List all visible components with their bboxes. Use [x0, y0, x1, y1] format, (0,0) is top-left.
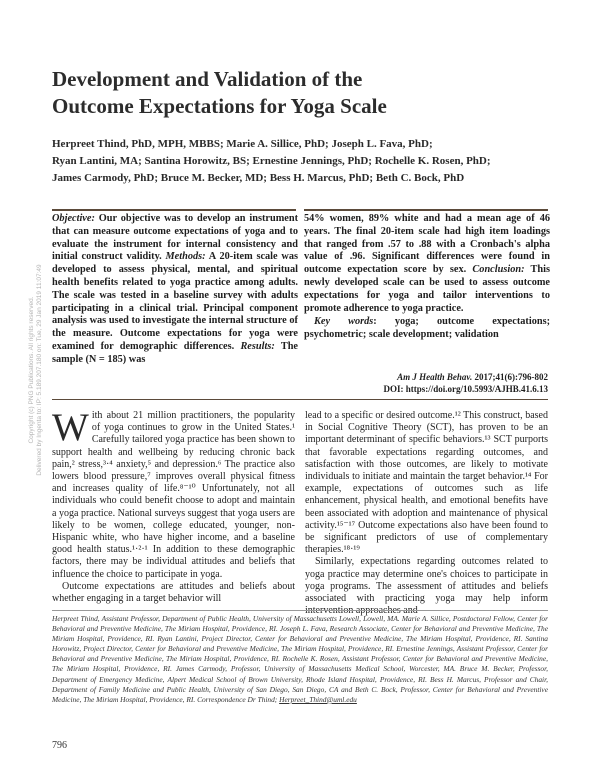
- doi-link[interactable]: DOI: https://doi.org/10.5993/AJHB.41.6.13: [383, 384, 548, 394]
- correspondence-label: Correspondence Dr Thind;: [197, 694, 280, 704]
- results-label: Results:: [240, 340, 275, 352]
- objective-text: Our objective was to develop an instrument that can measure outcome expectations of yoga and to evaluate the instrument for internal consistency and initial construct validity.: [52, 213, 298, 263]
- watermark-line: Copyright (c) PNG Publications. All rights reserved.: [28, 296, 35, 444]
- author-list: [52, 136, 542, 187]
- footnote-rule: [52, 610, 548, 611]
- abstract-top-rule: [304, 209, 548, 211]
- journal-name: Am J Health Behav.: [397, 372, 473, 382]
- keywords-label: Key words: [314, 316, 374, 328]
- citation-block: [304, 371, 548, 395]
- body-column-left: [52, 406, 295, 605]
- results-continued: 54% women, 89% white and had a mean age of 46 years. The final 20-item scale had high item loadings that ranged from .57 to .88 with a Cronbach's alpha value of .96. Significant differences were found in outcome expectation score by sex.: [304, 213, 550, 276]
- body-paragraph: With about 21 million practitioners, the popularity of yoga continues to grow in the United States.¹ Carefully tailored yoga practice has been shown to support health and wellbeing by reducing chronic back pain,² stress,³·⁴ anxiety,⁵ and depression.⁶ The practice also lowers blood pressure,⁷ improves overall physical fitness and increases quality of life.⁸⁻¹⁰ Unfortunately, not all individuals who could benefit choose to adopt and maintain a yoga practice. National surveys suggest that yoga users are likely to be women, college educated, younger, non-Hispanic white, who have higher income, and a baseline good health status.¹·²·¹ In addition to these demographic factors, there may be individual attitudes and beliefs that influence the choice to participate in yoga.: [52, 406, 295, 580]
- abstract-column-right: [304, 213, 550, 342]
- title-line: Outcome Expectations for Yoga Scale: [52, 94, 387, 118]
- body-paragraph: lead to a specific or desired outcome.¹² This construct, based in Social Cognitive Theory (SCT), has proven to be an important determinant of specific behaviors.¹³ SCT purports that favorable expectations regarding outcomes, and satisfaction with those outcomes, are likely to motivate individuals to initiate and maintain the target behavior.¹⁴ For example, expectations of outcomes such as life enhancement, physical health, and emotional benefits have been associated with adoption and maintenance of physical activity.¹⁵⁻¹⁷ Outcome expectations also have been found to be significant predictors of use of complementary therapies.¹⁸·¹⁹: [305, 410, 548, 556]
- abstract-column-left: [52, 213, 298, 367]
- methods-label: Methods:: [165, 251, 206, 263]
- keywords-text: : yoga; outcome expectations; psychometric; scale development; validation: [304, 316, 550, 341]
- methods-text: A 20-item scale was developed to assess physical, mental, and spiritual health benefits related to yoga practice among adults. The scale was tested in a baseline survey with adults participating in a clinical trial. Principal component analysis was used to investigate the internal structure of the measure. Outcome expectations for yoga were examined for demographic differences.: [52, 251, 298, 352]
- abstract-top-rule: [52, 209, 296, 211]
- affiliations-text: Herpreet Thind, Assistant Professor, Department of Public Health, University of Massachusetts Lowell, Lowell, MA. Marie A. Sillice, Postdoctoral Fellow, Center for Behavioral and Preventive Medicine, The Miriam Hospital, Providence, RI. Joseph L. Fava, Research Associate, Center for Behavioral and Preventive Medicine, The Miriam Hospital, Providence, RI. Ryan Lantini, Project Director, Center for Behavioral and Preventive Medicine, The Miriam Hospital, Providence, RI. Santina Horowitz, Project Director, Center for Behavioral and Preventive Medicine, The Miriam Hospital, Providence, RI. Ernestine Jennings, Assistant Professor, Center for Behavioral and Preventive Medicine, The Miriam Hospital, Providence, RI. Rochelle K. Rosen, Assistant Professor, Center for Behavioral and Preventive Medicine, The Miriam Hospital, Providence, RI. James Carmody, Professor, University of Massachusetts Medical School, Worcester, MA. Bruce M. Becker, Professor, Department of Emergency Medicine, Alpert Medical School of Brown University, Rhode Island Hospital, Providence, RI. Bess H. Marcus, Professor and Chair, Department of Family Medicine and Public Health, University of San Diego, San Diego, CA and Beth C. Bock, Professor, Center for Behavioral and Preventive Medicine, The Miriam Hospital, Providence, RI.: [52, 614, 548, 704]
- section-divider: [52, 399, 548, 400]
- keywords: [304, 316, 550, 342]
- body-paragraph: Outcome expectations are attitudes and beliefs about whether engaging in a target behavior will: [52, 580, 295, 605]
- body-column-right: [305, 410, 548, 617]
- results-text: The sample (N = 185) was: [52, 340, 298, 365]
- author-line: James Carmody, PhD; Bruce M. Becker, MD; Bess H. Marcus, PhD; Beth C. Bock, PhD: [52, 172, 465, 184]
- correspondence-email-link[interactable]: Herpreet_Thind@uml.edu: [279, 694, 357, 704]
- author-affiliations: [52, 614, 548, 705]
- objective-label: Objective:: [52, 213, 95, 224]
- body-paragraph: Similarly, expectations regarding outcomes related to yoga practice may determine one's choices to participate in yoga programs. The assessment of attitudes and beliefs associated with practicing yoga may help inform: [305, 556, 548, 605]
- author-line: Herpreet Thind, PhD, MPH, MBBS; Marie A. Sillice, PhD; Joseph L. Fava, PhD;: [52, 138, 433, 150]
- journal-volume: 2017;41(6):796-802: [472, 372, 548, 382]
- title-line: Development and Validation of the: [52, 67, 363, 91]
- conclusion-label: Conclusion:: [472, 264, 525, 276]
- article-title: [52, 66, 522, 120]
- drop-cap: W: [52, 406, 89, 449]
- watermark-line: Delivered by Ingenta to: IP: 5.189.207.180 on: Tue, 29 Jan 2019 11:07:49: [36, 264, 43, 476]
- page-number: 796: [52, 740, 67, 751]
- copyright-watermark: [28, 250, 44, 490]
- author-line: Ryan Lantini, MA; Santina Horowitz, BS; Ernestine Jennings, PhD; Rochelle K. Rosen, PhD;: [52, 155, 491, 167]
- conclusion-text: This newly developed scale can be used to assess outcome expectations for yoga and tailor interventions to promote adherence to yoga practice.: [304, 264, 550, 314]
